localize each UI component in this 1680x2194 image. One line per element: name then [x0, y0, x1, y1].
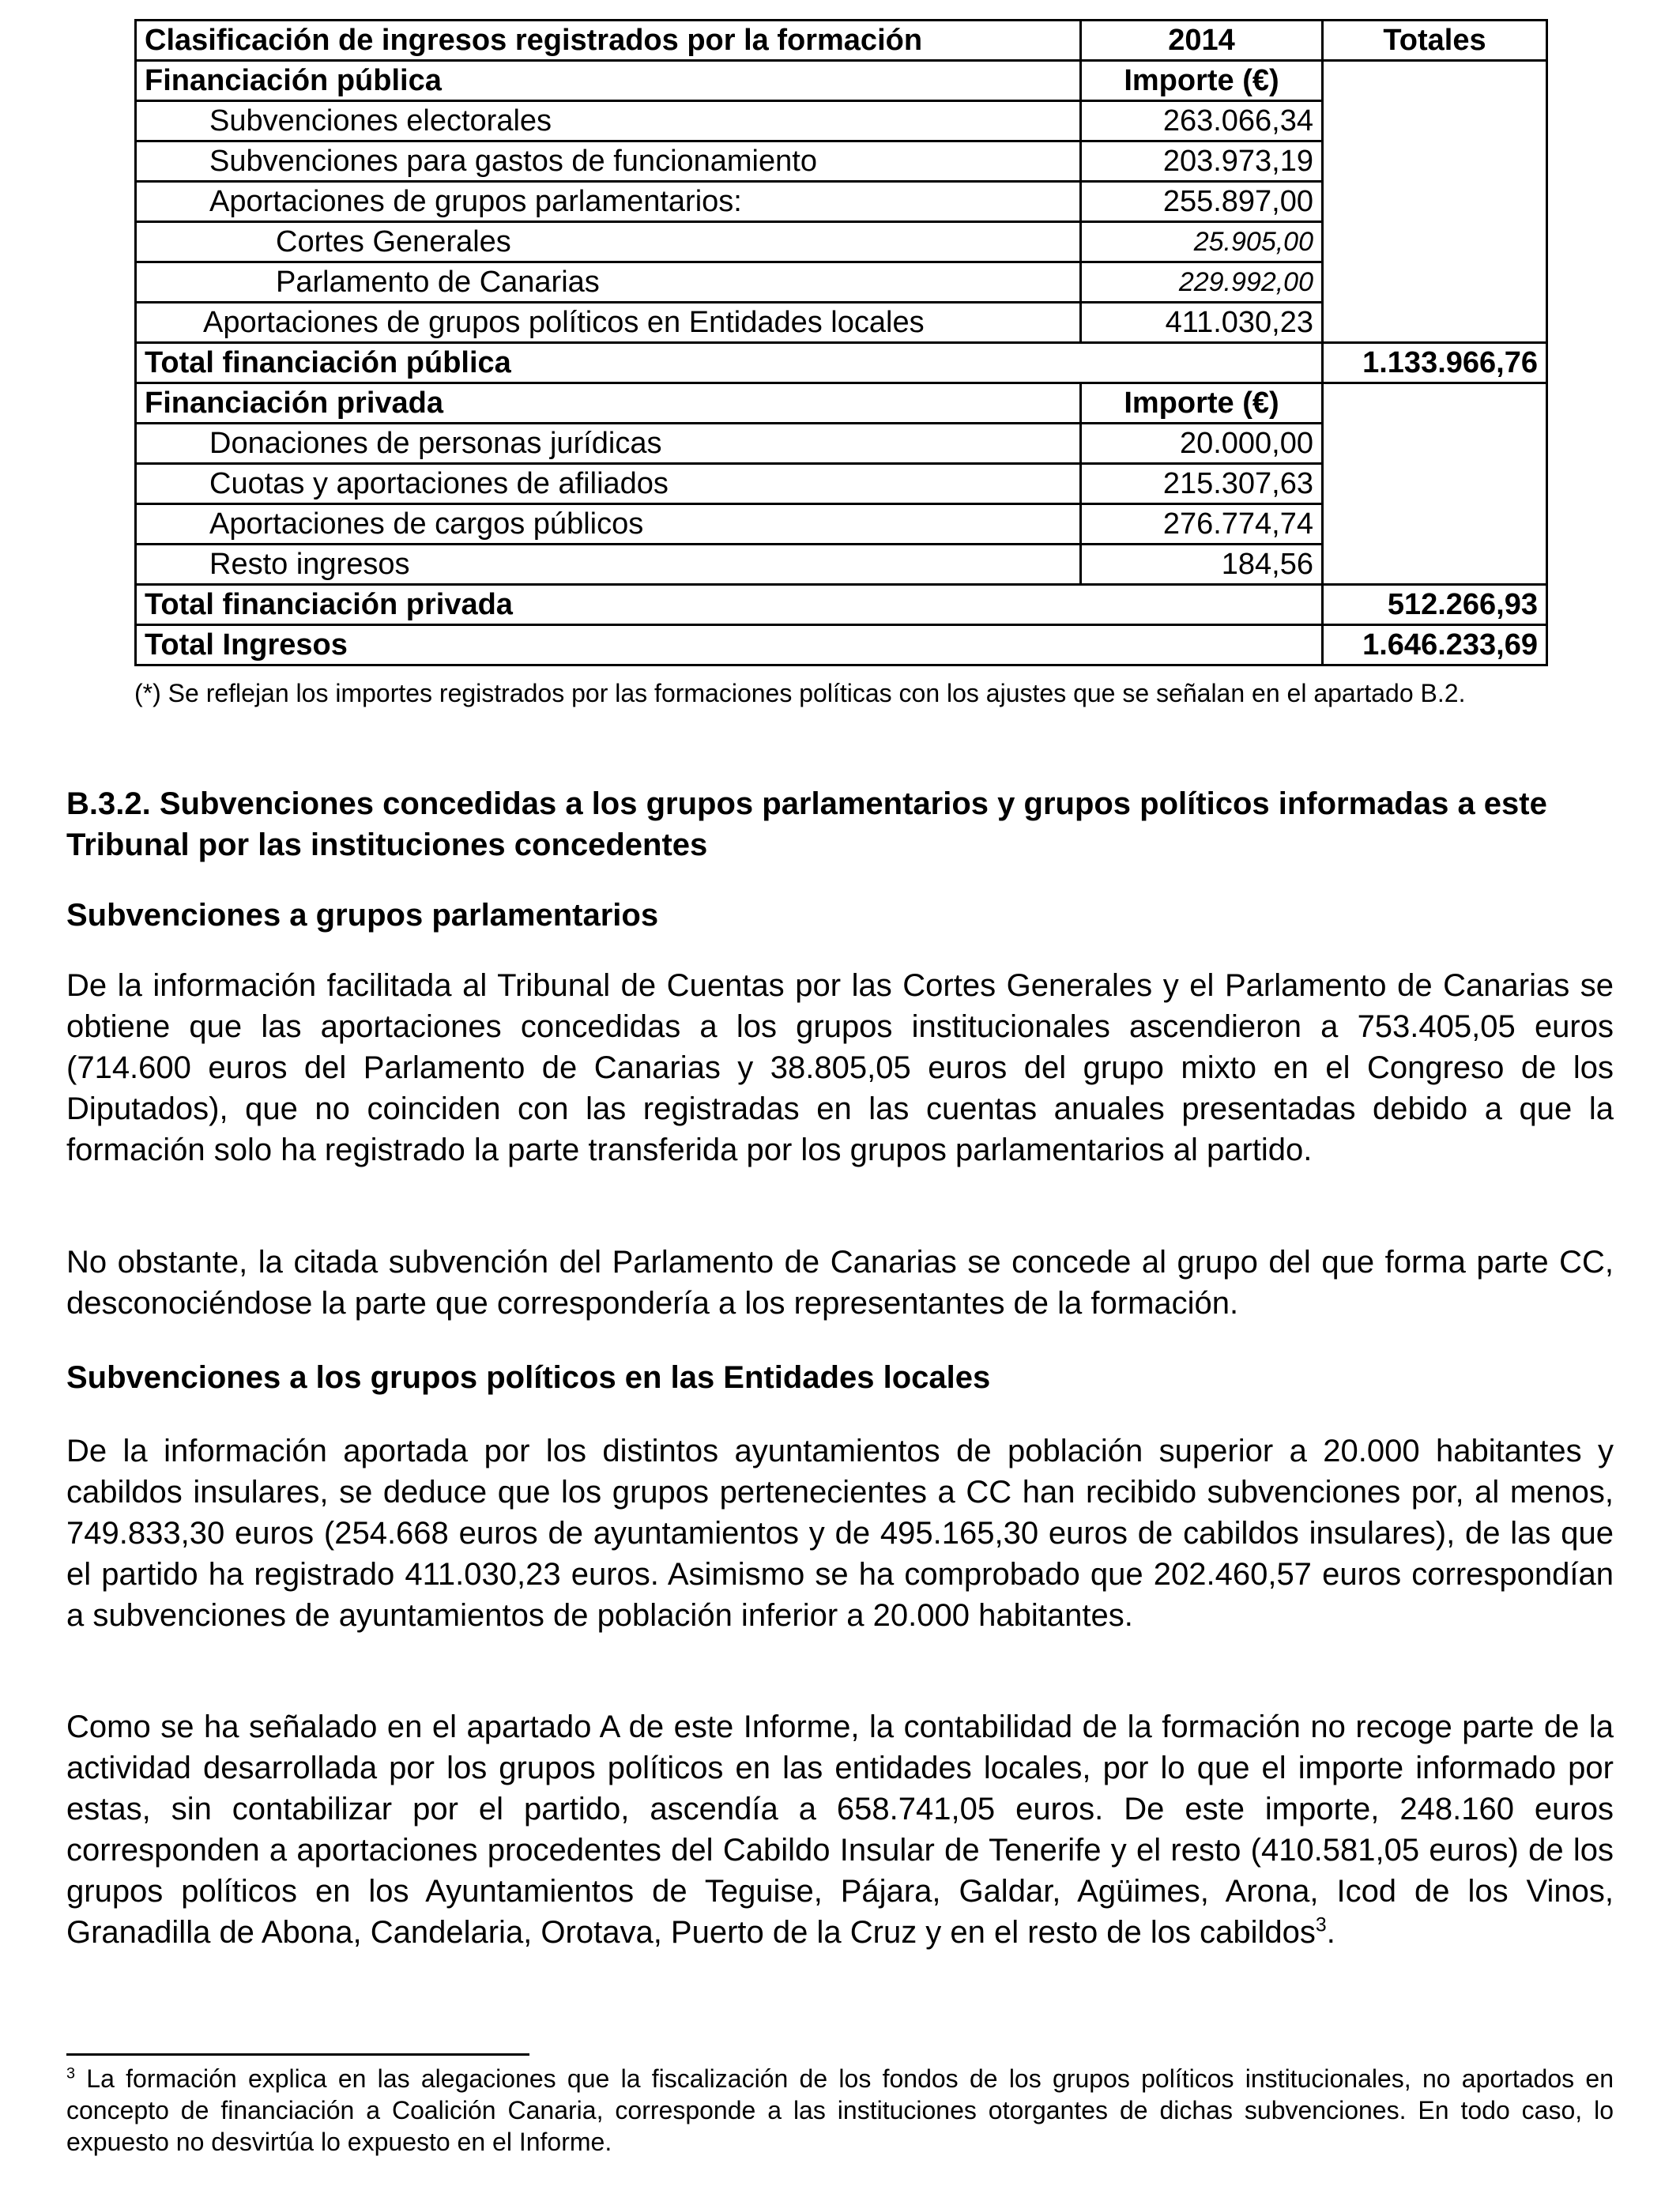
row-amount: 229.992,00 [1081, 262, 1323, 303]
row-amount: 255.897,00 [1081, 182, 1323, 222]
row-label: Aportaciones de cargos públicos [136, 504, 1081, 545]
public-total-value: 1.133.966,76 [1323, 343, 1547, 383]
row-label: Aportaciones de grupos políticos en Entidades locales [136, 303, 1081, 343]
subsection-heading-parliamentary: Subvenciones a grupos parlamentarios [66, 898, 659, 933]
row-label: Parlamento de Canarias [136, 262, 1081, 303]
grand-total-row [136, 625, 1547, 665]
grand-total-label: Total Ingresos [136, 625, 1323, 665]
public-amount-header: Importe (€) [1081, 61, 1323, 101]
row-amount: 20.000,00 [1081, 424, 1323, 464]
private-total-label: Total financiación privada [136, 585, 1323, 625]
row-amount: 184,56 [1081, 545, 1323, 585]
paragraph-parliamentary-2: No obstante, la citada subvención del Parlamento de Canarias se concede al grupo del que forma parte CC, desconociéndose la parte que correspondería a los representantes de la formación. [66, 1245, 1614, 1321]
row-amount: 25.905,00 [1081, 222, 1323, 262]
private-totals-empty [1323, 383, 1547, 585]
private-heading-row [136, 383, 1547, 424]
public-total-label: Total financiación pública [136, 343, 1323, 383]
private-heading: Financiación privada [136, 383, 1081, 424]
row-label: Resto ingresos [136, 545, 1081, 585]
row-amount: 276.774,74 [1081, 504, 1323, 545]
public-total-row [136, 343, 1547, 383]
row-label: Donaciones de personas jurídicas [136, 424, 1081, 464]
footnote-text: La formación explica en las alegaciones que la fiscalización de los fondos de los grupos políticos institucionales, no aportados en concepto de financiación a Coalición Canaria, corresponde a las instituciones otorgantes de dichas subvenciones. En todo caso, lo expuesto no desvirtúa lo expuesto en el Informe. [66, 2064, 1614, 2156]
public-totals-empty [1323, 61, 1547, 343]
table-note: (*) Se reflejan los importes registrados por las formaciones políticas con los ajustes que se señalan en el apartado B.2. [134, 679, 1466, 707]
income-classification-table [134, 19, 1548, 666]
section-title: B.3.2. Subvenciones concedidas a los grupos parlamentarios y grupos políticos informadas a este Tribunal por las instituciones concedentes [66, 786, 1547, 862]
row-label: Subvenciones para gastos de funcionamiento [136, 141, 1081, 182]
row-amount: 411.030,23 [1081, 303, 1323, 343]
row-amount: 215.307,63 [1081, 464, 1323, 504]
row-label: Aportaciones de grupos parlamentarios: [136, 182, 1081, 222]
private-total-row [136, 585, 1547, 625]
header-classification: Clasificación de ingresos registrados por la formación [136, 21, 1081, 61]
row-amount: 263.066,34 [1081, 101, 1323, 141]
header-totals: Totales [1323, 21, 1547, 61]
row-amount: 203.973,19 [1081, 141, 1323, 182]
subsection-heading-local: Subvenciones a los grupos políticos en las Entidades locales [66, 1360, 991, 1395]
public-heading: Financiación pública [136, 61, 1081, 101]
footnote-separator [66, 2053, 529, 2056]
footnote-reference[interactable]: 3 [1315, 1914, 1327, 1936]
private-amount-header: Importe (€) [1081, 383, 1323, 424]
public-heading-row [136, 61, 1547, 101]
paragraph-parliamentary-1: De la información facilitada al Tribunal de Cuentas por las Cortes Generales y el Parlamento de Canarias se obtiene que las aportaciones concedidas a los grupos institucionales ascendieron a 753.405,05 euros (714.600 euros del Parlamento de Canarias y 38.805,05 euros del grupo mixto en el Congreso de los Diputados), que no coinciden con las registradas en las cuentas anuales presentadas debido a que la formación solo ha registrado la parte transferida por los grupos parlamentarios al partido. [66, 968, 1614, 1167]
private-total-value: 512.266,93 [1323, 585, 1547, 625]
row-label: Cortes Generales [136, 222, 1081, 262]
header-year: 2014 [1081, 21, 1323, 61]
paragraph-local-2-end: . [1326, 1915, 1335, 1950]
table-header-row [136, 21, 1547, 61]
footnote-number: 3 [66, 2064, 76, 2083]
grand-total-value: 1.646.233,69 [1323, 625, 1547, 665]
paragraph-local-2 [66, 1706, 1614, 1953]
footnote [66, 2063, 1614, 2158]
row-label: Cuotas y aportaciones de afiliados [136, 464, 1081, 504]
paragraph-local-1: De la información aportada por los distintos ayuntamientos de población superior a 20.000 habitantes y cabildos insulares, se deduce que los grupos pertenecientes a CC han recibido subvenciones por, al menos, 749.833,30 euros (254.668 euros de ayuntamientos y de 495.165,30 euros de cabildos insulares), de las que el partido ha registrado 411.030,23 euros. Asimismo se ha comprobado que 202.460,57 euros correspondían a subvenciones de ayuntamientos de población inferior a 20.000 habitantes. [66, 1434, 1614, 1633]
paragraph-local-2-text: Como se ha señalado en el apartado A de este Informe, la contabilidad de la formación no recoge parte de la actividad desarrollada por los grupos políticos en las entidades locales, por lo que el importe informado por estas, sin contabilizar por el partido, ascendía a 658.741,05 euros. De este importe, 248.160 euros corresponden a aportaciones procedentes del Cabildo Insular de Tenerife y el resto (410.581,05 euros) de los grupos políticos en los Ayuntamientos de Teguise, Pájara, Galdar, Agüimes, Arona, Icod de los Vinos, Granadilla de Abona, Candelaria, Orotava, Puerto de la Cruz y en el resto de los cabildos [66, 1710, 1614, 1950]
row-label: Subvenciones electorales [136, 101, 1081, 141]
